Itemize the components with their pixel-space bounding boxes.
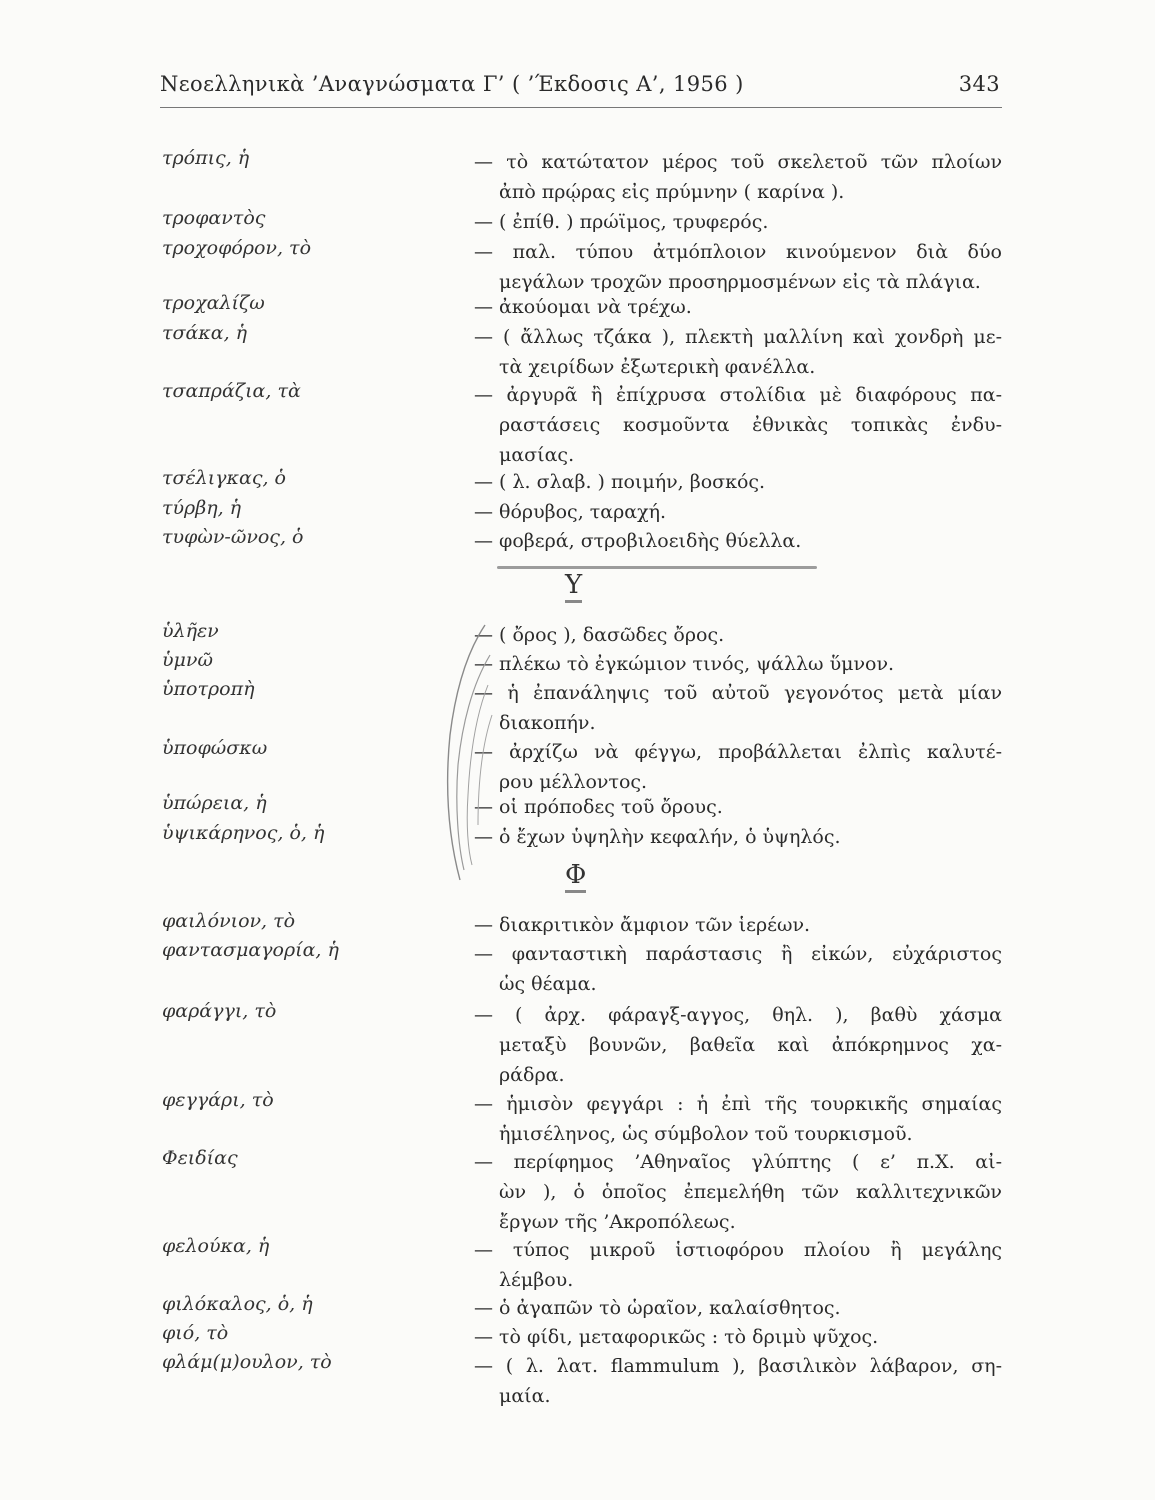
entry-term: τρόπις, ἡ — [162, 147, 250, 169]
definition-line: — ( ἄλλως τζάκα ), πλεκτὴ μαλλίνη καὶ χονδρὴ με- — [474, 326, 1002, 348]
entry-definition — [474, 649, 1002, 679]
entry-definition — [474, 1293, 1002, 1323]
definition-line: ρου μέλλοντος. — [499, 771, 648, 793]
definition-line: ραστάσεις κοσμοῦντα ἐθνικὰς τοπικὰς ἐνδυ- — [499, 414, 1002, 436]
definition-line: ἡμισέληνος, ὡς σύμβολον τοῦ τουρκισμοῦ. — [499, 1123, 913, 1145]
definition-line: ἔργων τῆς ’Ακροπόλεως. — [499, 1211, 736, 1233]
entry-definition — [474, 678, 1002, 738]
definition-line: — ( λ. λατ. flammulum ), βασιλικὸν λάβαρον, ση- — [474, 1355, 1002, 1377]
definition-line: ὼν ), ὁ ὁποῖος ἐπεμελήθη τῶν καλλιτεχνικῶν — [499, 1181, 1002, 1203]
definition-line: — φανταστικὴ παράστασις ἢ εἰκών, εὐχάριστος — [474, 943, 1002, 965]
definition-line: ἀπὸ πρῴρας εἰς πρύμνην ( καρίνα ). — [499, 181, 845, 203]
entry-definition — [474, 910, 1002, 940]
entry-definition — [474, 1000, 1002, 1090]
definition-line: ὡς θέαμα. — [499, 973, 597, 995]
entry-definition — [474, 207, 1002, 237]
definition-line: μασίας. — [499, 444, 575, 466]
definition-line: — περίφημος ’Αθηναῖος γλύπτης ( ε’ π.Χ. αἰ- — [474, 1151, 1002, 1173]
definition-line: — τύπος μικροῦ ἱστιοφόρου πλοίου ἢ μεγάλης — [474, 1239, 1002, 1261]
definition-line: λέμβου. — [499, 1269, 574, 1291]
definition-line: — ἡμισὸν φεγγάρι : ἡ ἐπὶ τῆς τουρκικῆς σημαίας — [474, 1093, 1002, 1115]
definition-line: — ( ὄρος ), δασῶδες ὄρος. — [474, 624, 725, 646]
entry-definition — [474, 939, 1002, 999]
entry-term: ὑποφώσκω — [162, 737, 268, 759]
entry-definition — [474, 1322, 1002, 1352]
definition-line: ράδρα. — [499, 1064, 565, 1086]
definition-line: τὰ χειρίδων ἐξωτερικὴ φανέλλα. — [499, 356, 816, 378]
definition-line: μαία. — [499, 1385, 551, 1407]
entry-definition — [474, 467, 1002, 497]
entry-term: Φειδίας — [162, 1147, 238, 1169]
definition-line: — ἀρχίζω νὰ φέγγω, προβάλλεται ἐλπὶς καλυτέ- — [474, 741, 1002, 763]
entry-definition — [474, 1351, 1002, 1411]
entry-definition — [474, 380, 1002, 470]
definition-line: μεταξὺ βουνῶν, βαθεῖα καὶ ἀπόκρημνος χα- — [499, 1034, 1002, 1056]
entry-term: φελούκα, ἡ — [162, 1235, 270, 1257]
definition-line: — ὁ ἔχων ὑψηλὴν κεφαλήν, ὁ ὑψηλός. — [474, 826, 841, 848]
pencil-underline — [497, 566, 817, 569]
entry-term: τυφὼν-ῶνος, ὁ — [162, 526, 304, 548]
entry-definition — [474, 147, 1002, 207]
section-letter-phi: Φ — [565, 862, 586, 893]
entry-term: φιό, τὸ — [162, 1322, 229, 1344]
entry-definition — [474, 526, 1002, 556]
definition-line: — ἀργυρᾶ ἢ ἐπίχρυσα στολίδια μὲ διαφόρους πα- — [474, 384, 1002, 406]
definition-line: — διακριτικὸν ἄμφιον τῶν ἱερέων. — [474, 914, 811, 936]
entry-definition — [474, 792, 1002, 822]
page-number: 343 — [958, 72, 1000, 96]
entry-term: τροχοφόρον, τὸ — [162, 237, 312, 259]
entry-term: φλάμ(μ)ουλον, τὸ — [162, 1351, 332, 1373]
entry-definition — [474, 1147, 1002, 1237]
entry-term: φιλόκαλος, ὁ, ἡ — [162, 1293, 313, 1315]
entry-term: φαιλόνιον, τὸ — [162, 910, 296, 932]
definition-line: μεγάλων τροχῶν προσηρμοσμένων εἰς τὰ πλάγια. — [499, 271, 981, 293]
definition-line: διακοπήν. — [499, 712, 596, 734]
definition-line: — ἀκούομαι νὰ τρέχω. — [474, 296, 692, 318]
running-title: Νεοελληνικὰ ’Αναγνώσματα Γ’ ( ’Έκδοσις Α’, 1956 ) — [160, 72, 744, 96]
entry-term: φεγγάρι, τὸ — [162, 1089, 274, 1111]
entry-term: τροφαντὸς — [162, 207, 266, 229]
definition-line: — θόρυβος, ταραχή. — [474, 501, 667, 523]
entry-definition — [474, 737, 1002, 797]
entry-term: τύρβη, ἡ — [162, 497, 242, 519]
entry-term: ὑμνῶ — [162, 649, 213, 671]
definition-line: — οἱ πρόποδες τοῦ ὄρους. — [474, 796, 723, 818]
pencil-bracket-sketch — [430, 615, 500, 885]
definition-line: — πλέκω τὸ ἐγκώμιον τινός, ψάλλω ὕμνον. — [474, 653, 895, 675]
definition-line: — ἡ ἐπανάληψις τοῦ αὐτοῦ γεγονότος μετὰ μίαν — [474, 682, 1002, 704]
definition-line: — ὁ ἀγαπῶν τὸ ὡραῖον, καλαίσθητος. — [474, 1297, 841, 1319]
definition-line: — τὸ κατώτατον μέρος τοῦ σκελετοῦ τῶν πλοίων — [474, 151, 1002, 173]
definition-line: — ( λ. σλαβ. ) ποιμήν, βοσκός. — [474, 471, 766, 493]
entry-term: τσέλιγκας, ὁ — [162, 467, 286, 489]
entry-definition — [474, 322, 1002, 382]
entry-definition — [474, 1089, 1002, 1149]
entry-definition — [474, 497, 1002, 527]
entry-term: τροχαλίζω — [162, 292, 265, 314]
entry-definition — [474, 1235, 1002, 1295]
definition-line: — ( ἀρχ. φάραγξ-αγγος, θηλ. ), βαθὺ χάσμα — [474, 1004, 1002, 1026]
definition-line: — παλ. τύπου ἀτμόπλοιον κινούμενον διὰ δύο — [474, 241, 1002, 263]
entry-term: ὑποτροπὴ — [162, 678, 255, 700]
entry-term: ὑπώρεια, ἡ — [162, 792, 267, 814]
entry-term: τσάκα, ἡ — [162, 322, 248, 344]
entry-term: φαράγγι, τὸ — [162, 1000, 277, 1022]
entry-term: ὑψικάρηνος, ὁ, ἡ — [162, 822, 325, 844]
definition-line: — τὸ φίδι, μεταφορικῶς : τὸ δριμὺ ψῦχος. — [474, 1326, 879, 1348]
entry-definition — [474, 292, 1002, 322]
entry-definition — [474, 237, 1002, 297]
definition-line: — ( ἐπίθ. ) πρώϊμος, τρυφερός. — [474, 211, 769, 233]
entry-term: φαντασμαγορία, ἡ — [162, 939, 339, 961]
entry-definition — [474, 620, 1002, 650]
entry-term: τσαπράζια, τὰ — [162, 380, 301, 402]
entry-term: ὑλῆεν — [162, 620, 219, 642]
definition-line: — φοβερά, στροβιλοειδὴς θύελλα. — [474, 530, 802, 552]
entry-definition — [474, 822, 1002, 852]
section-letter-upsilon: Υ — [565, 572, 582, 603]
